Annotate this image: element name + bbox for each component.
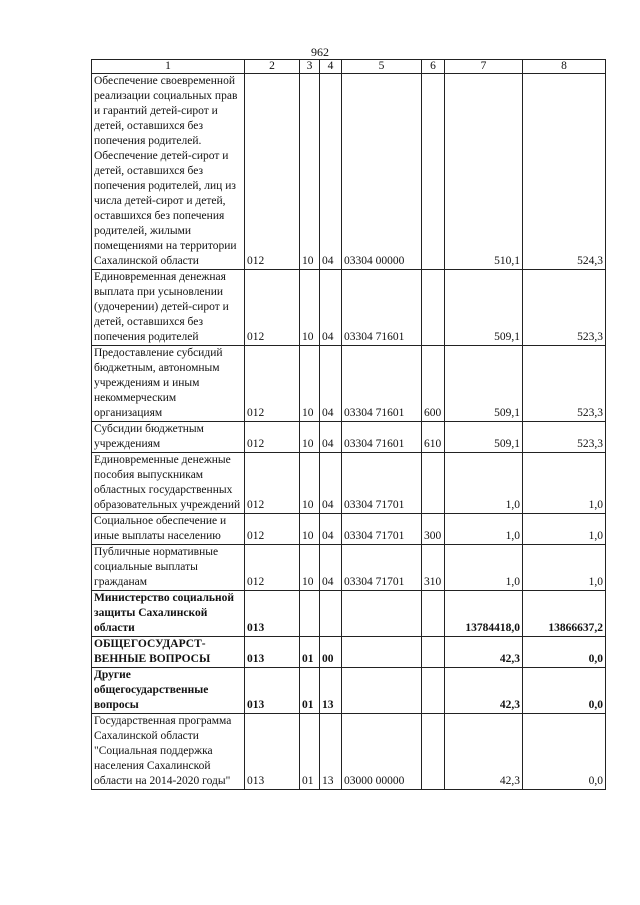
cell-subsection: 04 — [320, 346, 342, 422]
cell-amount-1: 510,1 — [445, 74, 523, 270]
cell-section: 10 — [300, 270, 320, 346]
cell-section: 10 — [300, 346, 320, 422]
cell-target-article: 03304 71601 — [342, 346, 422, 422]
cell-target-article: 03000 00000 — [342, 714, 422, 790]
col-header-2: 2 — [245, 60, 300, 74]
cell-amount-2: 1,0 — [523, 545, 606, 591]
cell-subsection: 04 — [320, 453, 342, 514]
table-row — [92, 637, 606, 668]
cell-subsection: 04 — [320, 270, 342, 346]
cell-amount-2: 0,0 — [523, 668, 606, 714]
row-name: Предоставление субсидий бюджетным, автономным учреждениям и иным некоммерческим организациям — [92, 346, 245, 422]
table-row — [92, 346, 606, 422]
col-header-7: 7 — [445, 60, 523, 74]
cell-expense-type — [422, 637, 445, 668]
cell-ministry-code: 012 — [245, 270, 300, 346]
cell-section: 10 — [300, 74, 320, 270]
cell-amount-1: 509,1 — [445, 422, 523, 453]
row-name: Другие общегосударственные вопросы — [92, 668, 245, 714]
cell-amount-1: 42,3 — [445, 714, 523, 790]
cell-amount-2: 0,0 — [523, 637, 606, 668]
cell-amount-2: 1,0 — [523, 453, 606, 514]
table-row — [92, 74, 606, 270]
cell-amount-1: 509,1 — [445, 346, 523, 422]
cell-expense-type — [422, 270, 445, 346]
cell-section: 10 — [300, 453, 320, 514]
table-row — [92, 668, 606, 714]
cell-amount-2: 523,3 — [523, 346, 606, 422]
cell-amount-2: 1,0 — [523, 514, 606, 545]
page-number: 962 — [311, 45, 329, 59]
cell-expense-type: 610 — [422, 422, 445, 453]
cell-subsection: 00 — [320, 637, 342, 668]
table-row — [92, 514, 606, 545]
cell-section: 01 — [300, 637, 320, 668]
cell-section — [300, 591, 320, 637]
cell-target-article: 03304 71601 — [342, 422, 422, 453]
row-name: Министерство социальной защиты Сахалинской области — [92, 591, 245, 637]
cell-expense-type — [422, 668, 445, 714]
row-name: ОБЩЕГОСУДАРСТ-ВЕННЫЕ ВОПРОСЫ — [92, 637, 245, 668]
cell-ministry-code: 013 — [245, 637, 300, 668]
table-row — [92, 453, 606, 514]
cell-ministry-code: 012 — [245, 453, 300, 514]
row-name: Субсидии бюджетным учреждениям — [92, 422, 245, 453]
cell-expense-type: 300 — [422, 514, 445, 545]
row-name: Единовременные денежные пособия выпускникам областных государственных образовательных учреждений — [92, 453, 245, 514]
cell-ministry-code: 013 — [245, 714, 300, 790]
cell-ministry-code: 012 — [245, 514, 300, 545]
row-name: Государственная программа Сахалинской области "Социальная поддержка населения Сахалинской области на 2014-2020 годы" — [92, 714, 245, 790]
cell-target-article: 03304 71701 — [342, 453, 422, 514]
cell-target-article: 03304 71701 — [342, 545, 422, 591]
cell-section: 01 — [300, 714, 320, 790]
col-header-5: 5 — [342, 60, 422, 74]
cell-expense-type: 310 — [422, 545, 445, 591]
cell-amount-1: 42,3 — [445, 668, 523, 714]
header-row — [92, 60, 606, 74]
col-header-6: 6 — [422, 60, 445, 74]
cell-target-article — [342, 668, 422, 714]
row-name: Единовременная денежная выплата при усыновлении (удочерении) детей-сирот и детей, оставшихся без попечения родителей — [92, 270, 245, 346]
cell-amount-2: 523,3 — [523, 270, 606, 346]
cell-subsection: 13 — [320, 668, 342, 714]
cell-target-article: 03304 71601 — [342, 270, 422, 346]
cell-amount-1: 509,1 — [445, 270, 523, 346]
table-row — [92, 270, 606, 346]
cell-expense-type: 600 — [422, 346, 445, 422]
cell-target-article — [342, 637, 422, 668]
cell-subsection: 04 — [320, 514, 342, 545]
cell-amount-2: 524,3 — [523, 74, 606, 270]
cell-section: 10 — [300, 514, 320, 545]
col-header-3: 3 — [300, 60, 320, 74]
cell-expense-type — [422, 74, 445, 270]
cell-amount-2: 523,3 — [523, 422, 606, 453]
cell-amount-1: 1,0 — [445, 514, 523, 545]
cell-ministry-code: 012 — [245, 74, 300, 270]
cell-amount-2: 0,0 — [523, 714, 606, 790]
budget-table — [91, 59, 606, 790]
cell-ministry-code: 012 — [245, 545, 300, 591]
cell-ministry-code: 013 — [245, 591, 300, 637]
cell-subsection: 13 — [320, 714, 342, 790]
cell-amount-1: 1,0 — [445, 453, 523, 514]
cell-subsection — [320, 591, 342, 637]
cell-ministry-code: 012 — [245, 346, 300, 422]
cell-section: 01 — [300, 668, 320, 714]
cell-expense-type — [422, 714, 445, 790]
cell-amount-2: 13866637,2 — [523, 591, 606, 637]
cell-amount-1: 1,0 — [445, 545, 523, 591]
table-row — [92, 545, 606, 591]
col-header-4: 4 — [320, 60, 342, 74]
cell-section: 10 — [300, 422, 320, 453]
cell-amount-1: 13784418,0 — [445, 591, 523, 637]
cell-ministry-code: 012 — [245, 422, 300, 453]
cell-subsection: 04 — [320, 422, 342, 453]
col-header-8: 8 — [523, 60, 606, 74]
cell-expense-type — [422, 453, 445, 514]
cell-subsection: 04 — [320, 74, 342, 270]
cell-target-article: 03304 71701 — [342, 514, 422, 545]
row-name: Публичные нормативные социальные выплаты гражданам — [92, 545, 245, 591]
cell-ministry-code: 013 — [245, 668, 300, 714]
table-row — [92, 422, 606, 453]
cell-expense-type — [422, 591, 445, 637]
row-name: Обеспечение своевременной реализации социальных прав и гарантий детей-сирот и детей, оставшихся без попечения родителей. Обеспечение детей-сирот и детей, оставшихся без попечения родителей, лиц из числа детей-сирот и детей, оставшихся без попечения родителей, жилыми помещениями на территории Сахалинской области — [92, 74, 245, 270]
row-name: Социальное обеспечение и иные выплаты населению — [92, 514, 245, 545]
table-row — [92, 714, 606, 790]
table-row — [92, 591, 606, 637]
cell-subsection: 04 — [320, 545, 342, 591]
cell-target-article — [342, 591, 422, 637]
col-header-1: 1 — [92, 60, 245, 74]
cell-amount-1: 42,3 — [445, 637, 523, 668]
cell-target-article: 03304 00000 — [342, 74, 422, 270]
cell-section: 10 — [300, 545, 320, 591]
